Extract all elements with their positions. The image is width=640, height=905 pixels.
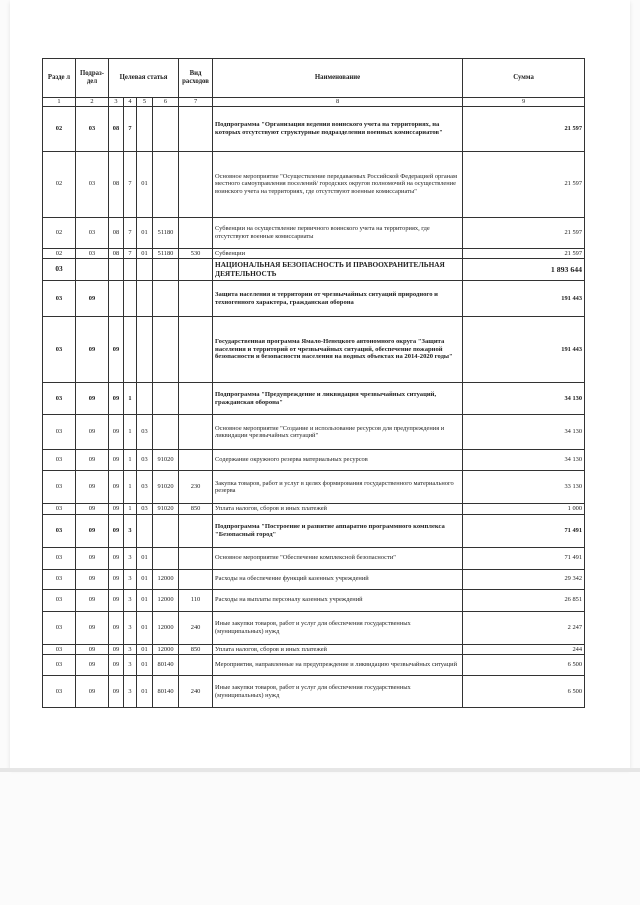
target-code-1-cell: 09 <box>109 383 124 415</box>
name-cell: Уплата налогов, сборов и иных платежей <box>213 504 463 515</box>
podrazdel-cell: 09 <box>76 676 109 708</box>
podrazdel-cell: 09 <box>76 504 109 515</box>
table-row <box>43 317 585 383</box>
sum-cell: 26 851 <box>463 589 585 611</box>
sum-cell: 2 247 <box>463 611 585 644</box>
target-code-4-cell: 12000 <box>153 611 179 644</box>
header-podrazdel: Подраз- дел <box>76 59 109 98</box>
table-row <box>43 611 585 644</box>
target-code-4-cell <box>153 151 179 217</box>
col-num-2: 2 <box>76 98 109 107</box>
expense-type-cell <box>179 450 213 471</box>
name-cell: Мероприятия, направленные на предупреждение и ликвидацию чрезвычайных ситуаций <box>213 655 463 676</box>
razdel-cell: 03 <box>43 644 76 655</box>
target-code-4-cell: 80140 <box>153 676 179 708</box>
target-code-2-cell: 1 <box>124 450 137 471</box>
expense-type-cell <box>179 217 213 248</box>
sum-cell: 1 000 <box>463 504 585 515</box>
name-cell: Расходы на выплаты персоналу казенных учреждений <box>213 589 463 611</box>
podrazdel-cell: 09 <box>76 547 109 569</box>
target-code-2-cell <box>124 259 137 281</box>
podrazdel-cell: 09 <box>76 471 109 504</box>
target-code-4-cell <box>153 547 179 569</box>
podrazdel-cell: 09 <box>76 317 109 383</box>
target-code-3-cell: 01 <box>137 217 153 248</box>
razdel-cell: 03 <box>43 259 76 281</box>
table-row <box>43 655 585 676</box>
razdel-cell: 03 <box>43 547 76 569</box>
target-code-2-cell: 1 <box>124 471 137 504</box>
target-code-2-cell: 1 <box>124 504 137 515</box>
target-code-4-cell <box>153 514 179 547</box>
sum-cell: 21 597 <box>463 106 585 151</box>
table-row <box>43 259 585 281</box>
col-num-4: 4 <box>124 98 137 107</box>
budget-table <box>42 58 585 708</box>
table-row <box>43 569 585 589</box>
name-cell: Расходы на обеспечение функций казенных учреждений <box>213 569 463 589</box>
target-code-3-cell: 03 <box>137 450 153 471</box>
target-code-1-cell <box>109 281 124 317</box>
name-cell: Субвенции <box>213 248 463 259</box>
target-code-1-cell: 09 <box>109 589 124 611</box>
expense-type-cell <box>179 151 213 217</box>
header-summa: Сумма <box>463 59 585 98</box>
table-row <box>43 589 585 611</box>
target-code-2-cell: 3 <box>124 611 137 644</box>
expense-type-cell: 850 <box>179 504 213 515</box>
razdel-cell: 03 <box>43 514 76 547</box>
sum-cell: 1 893 644 <box>463 259 585 281</box>
expense-type-cell <box>179 514 213 547</box>
target-code-3-cell: 03 <box>137 504 153 515</box>
header-tselevaya-statya: Целевая статья <box>109 59 179 98</box>
expense-type-cell <box>179 259 213 281</box>
sum-cell: 21 597 <box>463 248 585 259</box>
expense-type-cell <box>179 383 213 415</box>
name-cell: Подпрограмма "Организация ведения воинского учета на территориях, на которых отсутствуют структурные подразделения военных комиссариатов" <box>213 106 463 151</box>
expense-type-cell: 240 <box>179 676 213 708</box>
target-code-2-cell: 3 <box>124 569 137 589</box>
target-code-4-cell: 12000 <box>153 644 179 655</box>
col-num-3: 3 <box>109 98 124 107</box>
target-code-1-cell: 09 <box>109 471 124 504</box>
target-code-3-cell: 03 <box>137 415 153 450</box>
target-code-1-cell: 09 <box>109 415 124 450</box>
target-code-3-cell: 01 <box>137 547 153 569</box>
podrazdel-cell: 09 <box>76 589 109 611</box>
target-code-4-cell <box>153 106 179 151</box>
sum-cell: 6 500 <box>463 655 585 676</box>
target-code-3-cell <box>137 383 153 415</box>
sum-cell: 34 130 <box>463 450 585 471</box>
target-code-1-cell: 09 <box>109 569 124 589</box>
podrazdel-cell: 03 <box>76 217 109 248</box>
header-naimenovanie: Наименование <box>213 59 463 98</box>
target-code-3-cell: 01 <box>137 151 153 217</box>
target-code-3-cell <box>137 259 153 281</box>
target-code-3-cell: 01 <box>137 569 153 589</box>
razdel-cell: 03 <box>43 676 76 708</box>
expense-type-cell <box>179 569 213 589</box>
col-num-5: 5 <box>137 98 153 107</box>
target-code-2-cell: 3 <box>124 547 137 569</box>
name-cell: Государственная программа Ямало-Ненецкого автономного округа "Защита населения и территорий от чрезвычайных ситуаций, обеспечение пожарной безопасности и безопасности населения на водных объектах на 2014-2020 годы" <box>213 317 463 383</box>
expense-type-cell: 530 <box>179 248 213 259</box>
target-code-2-cell: 1 <box>124 415 137 450</box>
page-bottom-shadow <box>0 768 640 772</box>
target-code-4-cell: 51180 <box>153 248 179 259</box>
header-vid-raskhodov: Вид расходов <box>179 59 213 98</box>
podrazdel-cell: 09 <box>76 644 109 655</box>
target-code-4-cell: 12000 <box>153 569 179 589</box>
podrazdel-cell: 09 <box>76 569 109 589</box>
sum-cell: 21 597 <box>463 151 585 217</box>
podrazdel-cell: 03 <box>76 248 109 259</box>
expense-type-cell: 110 <box>179 589 213 611</box>
target-code-2-cell: 7 <box>124 106 137 151</box>
table-row <box>43 450 585 471</box>
target-code-1-cell: 09 <box>109 655 124 676</box>
target-code-4-cell <box>153 259 179 281</box>
target-code-1-cell: 09 <box>109 514 124 547</box>
expense-type-cell: 850 <box>179 644 213 655</box>
target-code-2-cell <box>124 317 137 383</box>
target-code-4-cell <box>153 317 179 383</box>
table-row <box>43 106 585 151</box>
sum-cell: 191 443 <box>463 317 585 383</box>
target-code-1-cell: 09 <box>109 450 124 471</box>
podrazdel-cell: 09 <box>76 415 109 450</box>
expense-type-cell: 240 <box>179 611 213 644</box>
target-code-4-cell: 12000 <box>153 589 179 611</box>
target-code-4-cell: 91020 <box>153 504 179 515</box>
col-num-9: 9 <box>463 98 585 107</box>
name-cell: Субвенции на осуществление первичного воинского учета на территориях, где отсутствуют военные комиссариаты <box>213 217 463 248</box>
expense-type-cell <box>179 655 213 676</box>
table-row <box>43 217 585 248</box>
name-cell: Основное мероприятие "Осуществление передаваемых Российской Федерацией органам местного самоуправления поселений/ городских округов полномочий на осуществление воинского учета на территориях, где отсутствуют военные комиссариаты" <box>213 151 463 217</box>
target-code-4-cell: 91020 <box>153 471 179 504</box>
target-code-2-cell: 7 <box>124 217 137 248</box>
sum-cell: 71 491 <box>463 514 585 547</box>
target-code-2-cell: 7 <box>124 151 137 217</box>
name-cell: Основное мероприятие "Создание и использование ресурсов для предупреждения и ликвидации чрезвычайных ситуаций" <box>213 415 463 450</box>
target-code-2-cell <box>124 281 137 317</box>
razdel-cell: 03 <box>43 317 76 383</box>
target-code-1-cell <box>109 259 124 281</box>
table-row <box>43 644 585 655</box>
name-cell: Закупка товаров, работ и услуг в целях формирования государственного материального резерва <box>213 471 463 504</box>
expense-type-cell <box>179 547 213 569</box>
expense-type-cell <box>179 281 213 317</box>
target-code-4-cell <box>153 415 179 450</box>
razdel-cell: 03 <box>43 611 76 644</box>
target-code-1-cell: 09 <box>109 611 124 644</box>
expense-type-cell <box>179 415 213 450</box>
sum-cell: 34 130 <box>463 383 585 415</box>
header-razdel: Разде л <box>43 59 76 98</box>
target-code-3-cell <box>137 106 153 151</box>
target-code-3-cell: 03 <box>137 471 153 504</box>
name-cell: Содержание окружного резерва материальных ресурсов <box>213 450 463 471</box>
table-row <box>43 514 585 547</box>
podrazdel-cell: 09 <box>76 281 109 317</box>
razdel-cell: 02 <box>43 217 76 248</box>
target-code-3-cell: 01 <box>137 676 153 708</box>
target-code-1-cell: 08 <box>109 217 124 248</box>
razdel-cell: 02 <box>43 248 76 259</box>
razdel-cell: 03 <box>43 450 76 471</box>
name-cell: Иные закупки товаров, работ и услуг для обеспечения государственных (муниципальных) нужд <box>213 611 463 644</box>
expense-type-cell: 230 <box>179 471 213 504</box>
sum-cell: 71 491 <box>463 547 585 569</box>
target-code-1-cell: 09 <box>109 504 124 515</box>
sum-cell: 33 130 <box>463 471 585 504</box>
name-cell: Уплата налогов, сборов и иных платежей <box>213 644 463 655</box>
sum-cell: 29 342 <box>463 569 585 589</box>
target-code-1-cell: 09 <box>109 317 124 383</box>
col-num-7: 7 <box>179 98 213 107</box>
target-code-3-cell <box>137 317 153 383</box>
target-code-3-cell: 01 <box>137 655 153 676</box>
podrazdel-cell: 09 <box>76 655 109 676</box>
razdel-cell: 02 <box>43 151 76 217</box>
target-code-3-cell: 01 <box>137 644 153 655</box>
target-code-4-cell: 91020 <box>153 450 179 471</box>
name-cell: Подпрограмма "Построение и развитие аппаратно программного комплекса "Безопасный город" <box>213 514 463 547</box>
sum-cell: 6 500 <box>463 676 585 708</box>
target-code-1-cell: 09 <box>109 644 124 655</box>
target-code-3-cell: 01 <box>137 248 153 259</box>
target-code-3-cell: 01 <box>137 611 153 644</box>
razdel-cell: 03 <box>43 281 76 317</box>
razdel-cell: 03 <box>43 655 76 676</box>
target-code-1-cell: 09 <box>109 547 124 569</box>
sum-cell: 244 <box>463 644 585 655</box>
table-row <box>43 471 585 504</box>
target-code-2-cell: 3 <box>124 655 137 676</box>
expense-type-cell <box>179 317 213 383</box>
name-cell: Подпрограмма "Предупреждение и ликвидация чрезвычайных ситуаций, гражданская оборона" <box>213 383 463 415</box>
razdel-cell: 03 <box>43 504 76 515</box>
podrazdel-cell <box>76 259 109 281</box>
podrazdel-cell: 03 <box>76 106 109 151</box>
name-cell: НАЦИОНАЛЬНАЯ БЕЗОПАСНОСТЬ И ПРАВООХРАНИТЕЛЬНАЯ ДЕЯТЕЛЬНОСТЬ <box>213 259 463 281</box>
razdel-cell: 03 <box>43 569 76 589</box>
sum-cell: 191 443 <box>463 281 585 317</box>
razdel-cell: 03 <box>43 589 76 611</box>
target-code-2-cell: 3 <box>124 514 137 547</box>
table-row <box>43 547 585 569</box>
podrazdel-cell: 09 <box>76 450 109 471</box>
name-cell: Основное мероприятие "Обеспечение комплексной безопасности" <box>213 547 463 569</box>
target-code-2-cell: 3 <box>124 644 137 655</box>
table-body <box>43 106 585 708</box>
table-row <box>43 676 585 708</box>
sum-cell: 21 597 <box>463 217 585 248</box>
table-row <box>43 415 585 450</box>
target-code-3-cell: 01 <box>137 589 153 611</box>
sum-cell: 34 130 <box>463 415 585 450</box>
column-number-row <box>43 98 585 107</box>
target-code-4-cell: 80140 <box>153 655 179 676</box>
table-row <box>43 248 585 259</box>
col-num-1: 1 <box>43 98 76 107</box>
target-code-4-cell <box>153 383 179 415</box>
target-code-2-cell: 3 <box>124 589 137 611</box>
table-row <box>43 504 585 515</box>
target-code-1-cell: 09 <box>109 676 124 708</box>
razdel-cell: 03 <box>43 383 76 415</box>
target-code-1-cell: 08 <box>109 151 124 217</box>
col-num-6: 6 <box>153 98 179 107</box>
header-row <box>43 59 585 98</box>
col-num-8: 8 <box>213 98 463 107</box>
target-code-1-cell: 08 <box>109 106 124 151</box>
table-row <box>43 281 585 317</box>
table-row <box>43 151 585 217</box>
razdel-cell: 03 <box>43 415 76 450</box>
razdel-cell: 02 <box>43 106 76 151</box>
name-cell: Защита населения и территории от чрезвычайных ситуаций природного и техногенного характера, гражданская оборона <box>213 281 463 317</box>
target-code-4-cell <box>153 281 179 317</box>
podrazdel-cell: 09 <box>76 611 109 644</box>
target-code-3-cell <box>137 281 153 317</box>
expense-type-cell <box>179 106 213 151</box>
target-code-1-cell: 08 <box>109 248 124 259</box>
name-cell: Иные закупки товаров, работ и услуг для обеспечения государственных (муниципальных) нужд <box>213 676 463 708</box>
target-code-3-cell <box>137 514 153 547</box>
podrazdel-cell: 03 <box>76 151 109 217</box>
podrazdel-cell: 09 <box>76 383 109 415</box>
target-code-4-cell: 51180 <box>153 217 179 248</box>
table-row <box>43 383 585 415</box>
target-code-2-cell: 7 <box>124 248 137 259</box>
target-code-2-cell: 1 <box>124 383 137 415</box>
podrazdel-cell: 09 <box>76 514 109 547</box>
target-code-2-cell: 3 <box>124 676 137 708</box>
razdel-cell: 03 <box>43 471 76 504</box>
